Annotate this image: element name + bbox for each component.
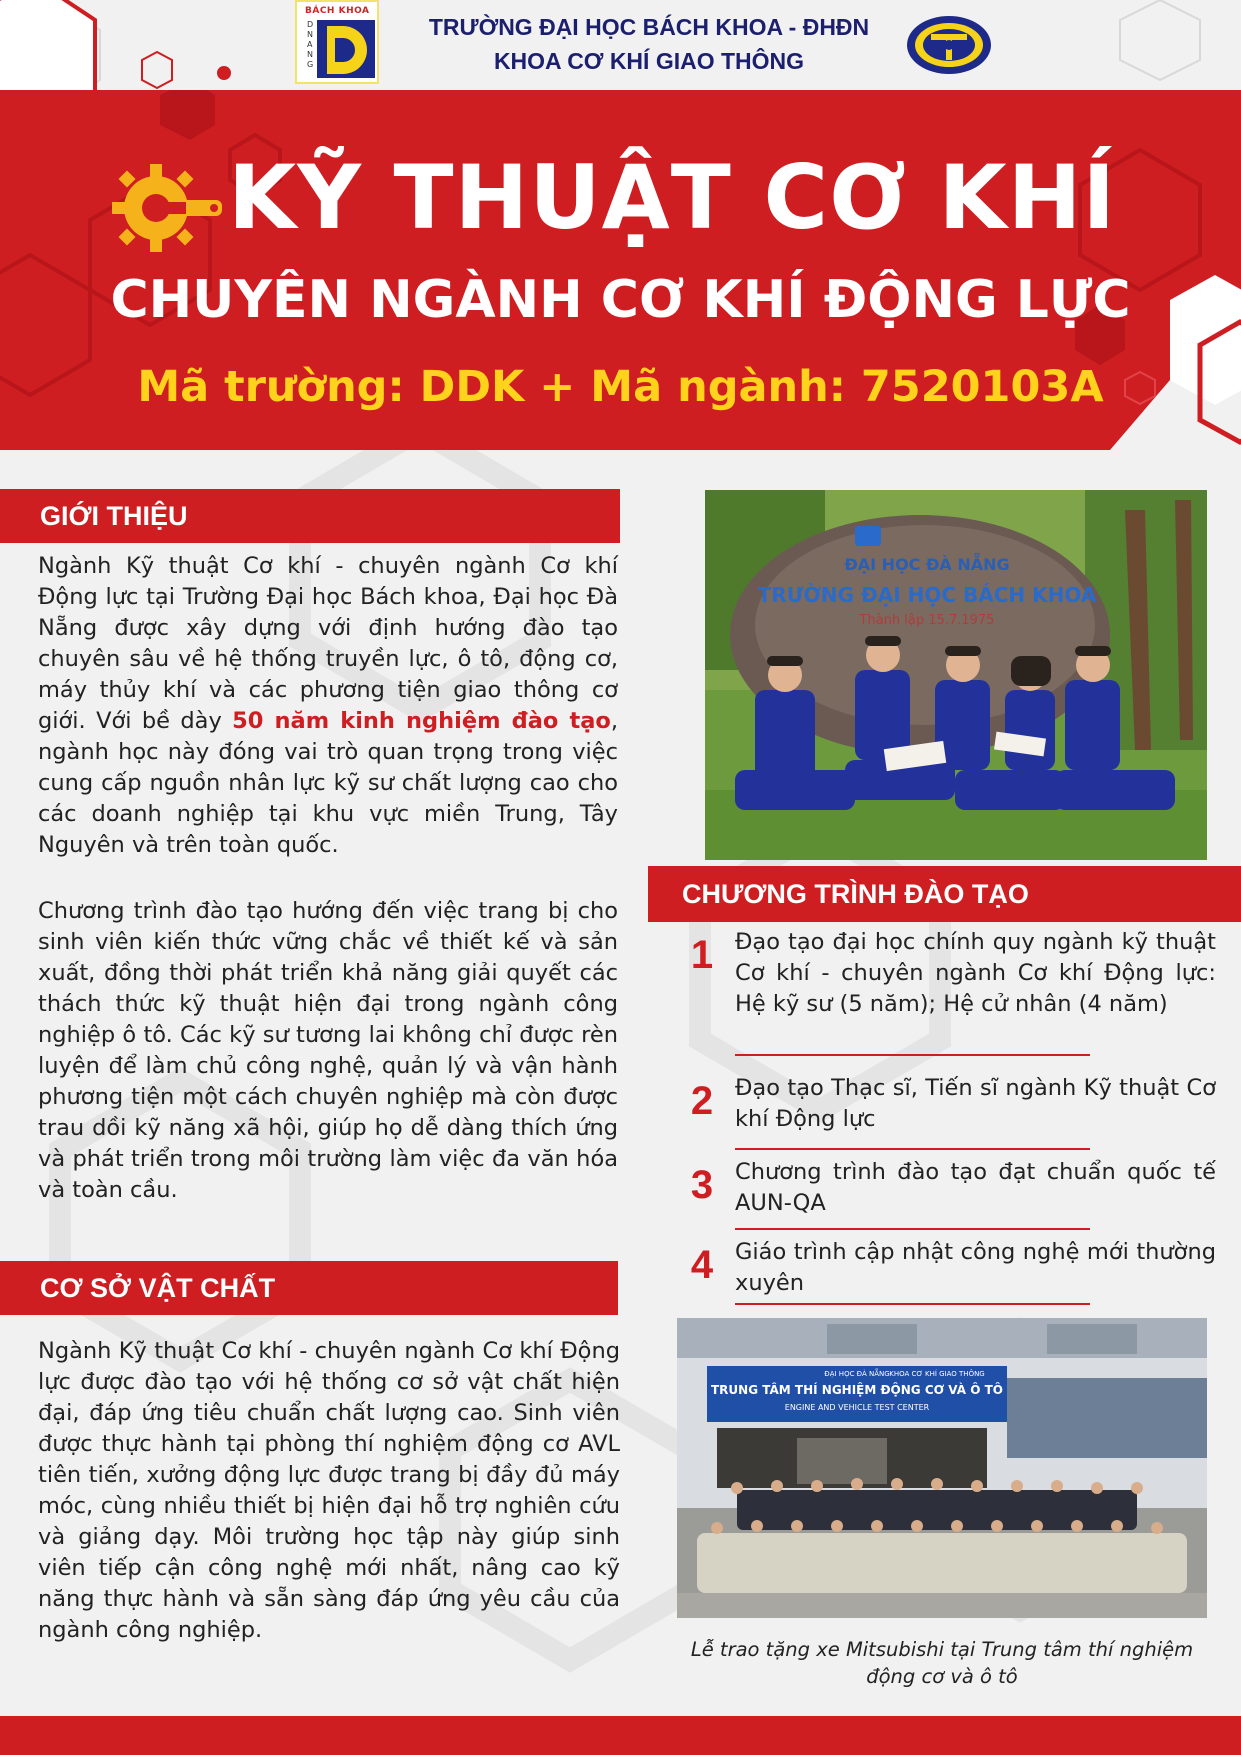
program-heading: CHƯƠNG TRÌNH ĐÀO TẠO: [648, 866, 1241, 922]
banner-subtitle: CHUYÊN NGÀNH CƠ KHÍ ĐỘNG LỰC: [110, 270, 1131, 330]
program-item-2: [690, 1073, 1216, 1137]
logo-side-text: DNANG: [307, 20, 314, 69]
header-university: TRƯỜNG ĐẠI HỌC BÁCH KHOA - ĐHĐN: [428, 14, 870, 40]
sign-small-left: ĐẠI HỌC ĐÀ NẴNG: [824, 1370, 890, 1378]
experience-highlight: 50 năm kinh nghiệm đào tạo: [232, 708, 611, 734]
program-number: 3: [690, 1163, 714, 1207]
sign-small-right: KHOA CƠ KHÍ GIAO THÔNG: [889, 1370, 985, 1378]
logo-wordmark: BÁCH KHOA: [305, 6, 370, 16]
admission-code: Mã trường: DDK + Mã ngành: 7520103A: [137, 362, 1104, 412]
program-text: Chương trình đào tạo đạt chuẩn quốc tế AUN-QA: [735, 1159, 1216, 1216]
program-item-1: [690, 927, 1216, 1052]
facilities-heading: CƠ SỞ VẬT CHẤT: [0, 1261, 618, 1315]
program-number: 1: [690, 933, 714, 977]
program-text: Đạo tạo đại học chính quy ngành kỹ thuật Cơ khí - chuyên ngành Cơ khí Động lực: Hệ kỹ sư (5 năm); Hệ cử nhân (4 năm): [735, 929, 1216, 1017]
intro-text-start: Ngành Kỹ thuật Cơ khí - chuyên ngành Cơ khí Động lực tại Trường Đại học Bách khoa, Đại học Đà Nẵng được xây dựng với định hướng đào tạo chuyên sâu về hệ thống truyền lực, ô tô, động cơ, máy thủy khí và các phương tiện giao thông cơ giới. Với bề dày: [38, 553, 618, 734]
university-logo: [295, 0, 379, 84]
header-faculty: KHOA CƠ KHÍ GIAO THÔNG: [493, 48, 805, 74]
program-divider: [735, 1303, 1090, 1305]
program-number: 4: [690, 1243, 714, 1287]
sign-english-text: ENGINE AND VEHICLE TEST CENTER: [784, 1403, 930, 1412]
stone-text-2: TRƯỜNG ĐẠI HỌC BÁCH KHOA: [757, 583, 1097, 607]
program-text: Giáo trình cập nhật công nghệ mới thường xuyên: [735, 1239, 1216, 1296]
header-title: [380, 10, 918, 78]
gear-wrench-icon: [110, 162, 222, 254]
facilities-paragraph: Ngành Kỹ thuật Cơ khí - chuyên ngành Cơ khí Động lực được đào tạo với hệ thống cơ sở vật chất hiện đại, đáp ứng tiêu chuẩn chất lượng cao. Sinh viên được thực hành tại phòng thí nghiệm động cơ AVL tiên tiến, xưởng động lực được trang bị đầy đủ máy móc, cùng nhiều thiết bị hiện đại hỗ trợ nghiên cứu và giảng dạy. Môi trường học tập này giúp sinh viên tiếp cận công nghệ mới nhất, nâng cao kỹ năng thực hành và sẵn sàng đáp ứng yêu cầu của ngành công nghiệp.: [38, 1338, 620, 1643]
logo-mark-icon: [317, 20, 375, 78]
photo-caption: Lễ trao tặng xe Mitsubishi tại Trung tâm thí nghiệm động cơ và ô tô: [690, 1638, 1194, 1688]
program-divider: [735, 1054, 1090, 1056]
intro-heading: GIỚI THIỆU: [0, 489, 620, 543]
sign-main-text: TRUNG TÂM THÍ NGHIỆM ĐỘNG CƠ VÀ Ô TÔ: [711, 1383, 1003, 1397]
program-text: Đạo tạo Thạc sĩ, Tiến sĩ ngành Kỹ thuật Cơ khí Động lực: [735, 1075, 1216, 1132]
program-item-4: [690, 1237, 1216, 1301]
test-center-photo: [677, 1318, 1207, 1618]
footer-bar: [0, 1716, 1241, 1755]
program-item-3: [690, 1157, 1216, 1221]
intro-paragraph-1: [38, 551, 618, 861]
stone-text-3: Thành lập 15.7.1975: [859, 613, 995, 628]
stone-text-1: ĐẠI HỌC ĐÀ NẴNG: [844, 555, 1010, 574]
campus-students-photo: [705, 490, 1207, 860]
program-divider: [735, 1148, 1090, 1150]
program-divider: [735, 1228, 1090, 1230]
intro-text-end: , ngành học này đóng vai trò quan trọng trong việc cung cấp nguồn nhân lực kỹ sư chất lượng cao cho các doanh nghiệp tại khu vực miền Trung, Tây Nguyên và trên toàn quốc.: [38, 708, 618, 858]
banner-title: KỸ THUẬT CƠ KHÍ: [228, 146, 1117, 249]
program-number: 2: [690, 1079, 714, 1123]
intro-paragraph-2: Chương trình đào tạo hướng đến việc trang bị cho sinh viên kiến thức vững chắc về thiết kế và sản xuất, đồng thời phát triển khả năng giải quyết các thách thức kỹ thuật hiện đại trong ngành công nghiệp ô tô. Các kỹ sư tương lai không chỉ được rèn luyện để làm chủ công nghệ, quản lý và vận hành phương tiện một cách chuyên nghiệp mà còn được trau dồi kỹ năng xã hội, giúp họ dễ dàng thích ứng và phát triển trong môi trường làm việc đa văn hóa và toàn cầu.: [38, 898, 618, 1203]
faculty-logo-icon: [905, 14, 993, 76]
